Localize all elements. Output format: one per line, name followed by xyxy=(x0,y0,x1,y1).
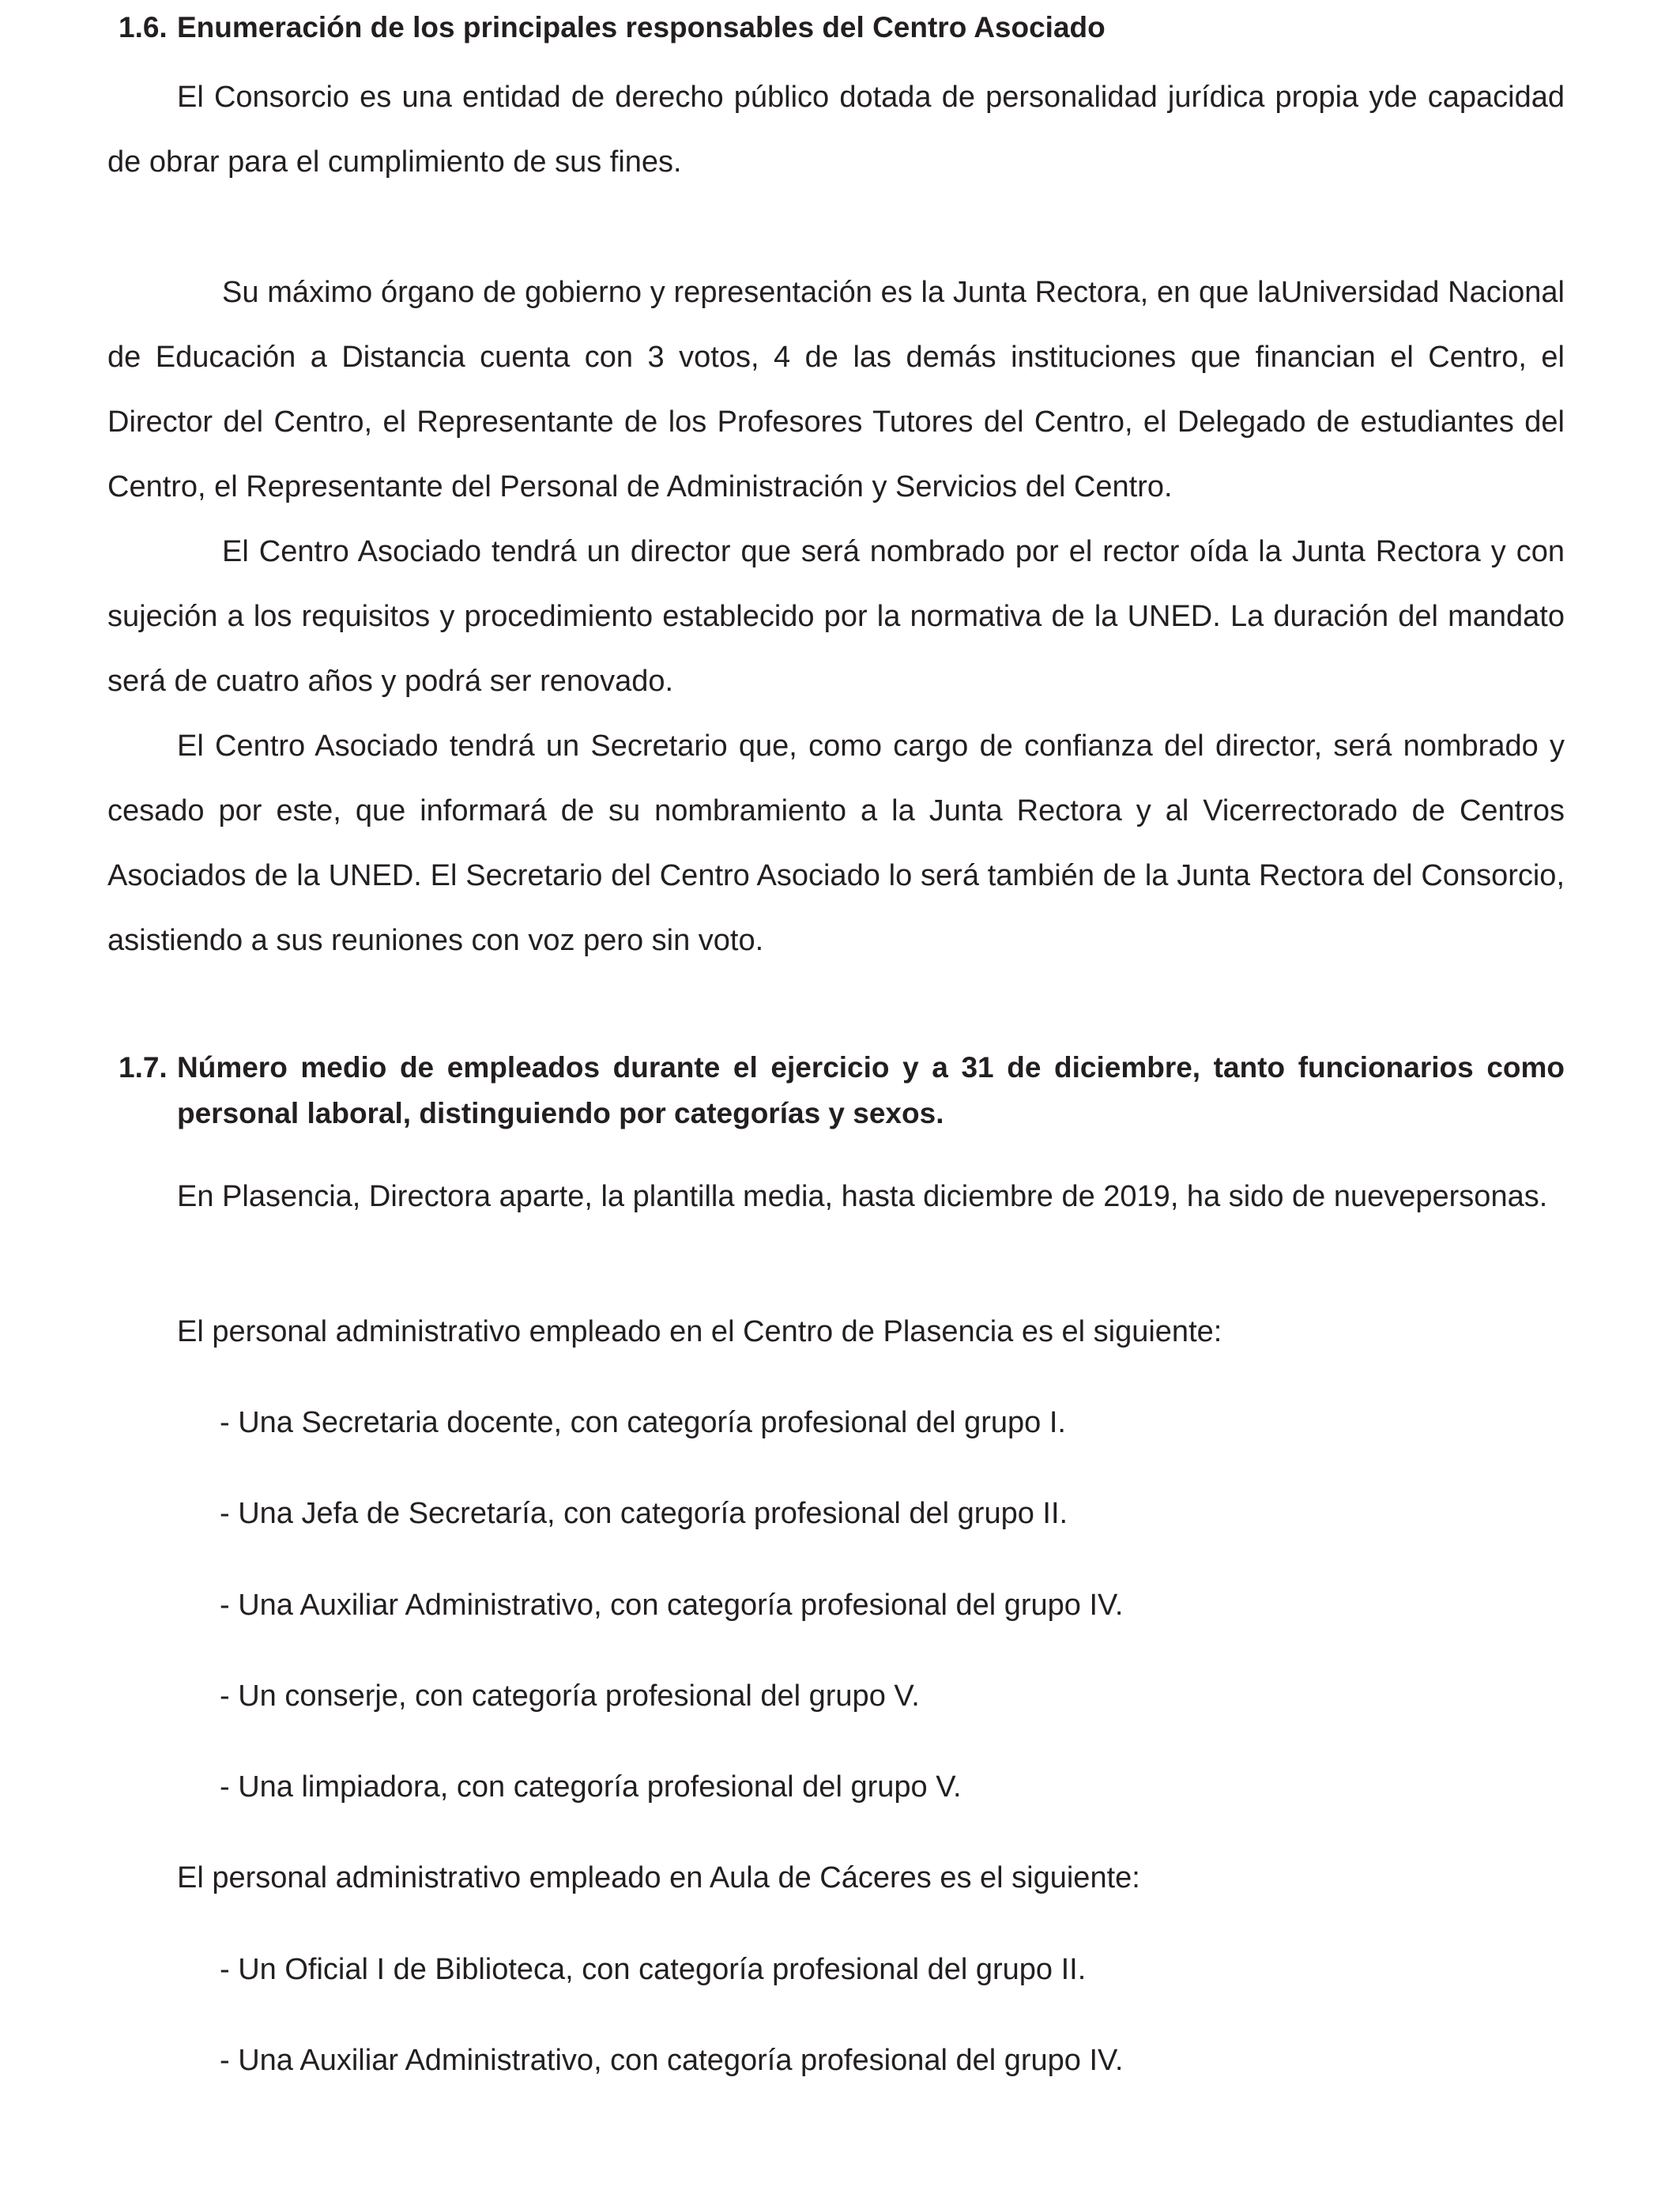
list-item: - Una Auxiliar Administrativo, con categoría profesional del grupo IV. xyxy=(220,2044,1124,2077)
section-heading-1-7 xyxy=(119,1045,1565,1137)
section-number: 1.7. xyxy=(119,1051,168,1084)
section-number: 1.6. xyxy=(119,11,168,43)
caceres-staff-heading: El personal administrativo empleado en Aula de Cáceres es el siguiente: xyxy=(177,1861,1140,1894)
section-title: Número medio de empleados durante el ejercicio y a 31 de diciembre, tanto funcionarios como personal laboral, distinguiendo por categorías y sexos. xyxy=(177,1051,1565,1129)
section-title: Enumeración de los principales responsables del Centro Asociado xyxy=(177,11,1106,43)
list-item: - Un conserje, con categoría profesional del grupo V. xyxy=(220,1679,920,1713)
plasencia-staff-heading: El personal administrativo empleado en el Centro de Plasencia es el siguiente: xyxy=(177,1315,1222,1348)
list-item: - Un Oficial I de Biblioteca, con categoría profesional del grupo II. xyxy=(220,1953,1087,1986)
section-heading-1-6 xyxy=(119,5,1573,51)
paragraph-director: El Centro Asociado tendrá un director que será nombrado por el rector oída la Junta Rectora y con sujeción a los requisitos y procedimiento establecido por la normativa de la UNED. La duración del mandato será de cuatro años y podrá ser renovado. xyxy=(107,535,1565,698)
paragraph-plantilla-media: En Plasencia, Directora aparte, la plantilla media, hasta diciembre de 2019, ha sido de nuevepersonas. xyxy=(177,1180,1548,1213)
list-item: - Una Jefa de Secretaría, con categoría profesional del grupo II. xyxy=(220,1497,1068,1530)
list-item: - Una limpiadora, con categoría profesional del grupo V. xyxy=(220,1770,962,1804)
paragraph-consorcio: El Consorcio es una entidad de derecho público dotada de personalidad jurídica propia yde capacidad de obrar para el cumplimiento de sus fines. xyxy=(107,81,1565,179)
list-item: - Una Secretaria docente, con categoría profesional del grupo I. xyxy=(220,1406,1066,1439)
paragraph-secretario: El Centro Asociado tendrá un Secretario que, como cargo de confianza del director, será nombrado y cesado por este, que informará de su nombramiento a la Junta Rectora y al Vicerrectorado de Centros Asociados de la UNED. El Secretario del Centro Asociado lo será también de la Junta Rectora del Consorcio, asistiendo a sus reuniones con voz pero sin voto. xyxy=(107,729,1565,957)
paragraph-junta-rectora: Su máximo órgano de gobierno y representación es la Junta Rectora, en que laUniversidad Nacional de Educación a Distancia cuenta con 3 votos, 4 de las demás instituciones que financian el Centro, el Director del Centro, el Representante de los Profesores Tutores del Centro, el Delegado de estudiantes del Centro, el Representante del Personal de Administración y Servicios del Centro. xyxy=(107,276,1565,503)
list-item: - Una Auxiliar Administrativo, con categoría profesional del grupo IV. xyxy=(220,1589,1124,1622)
